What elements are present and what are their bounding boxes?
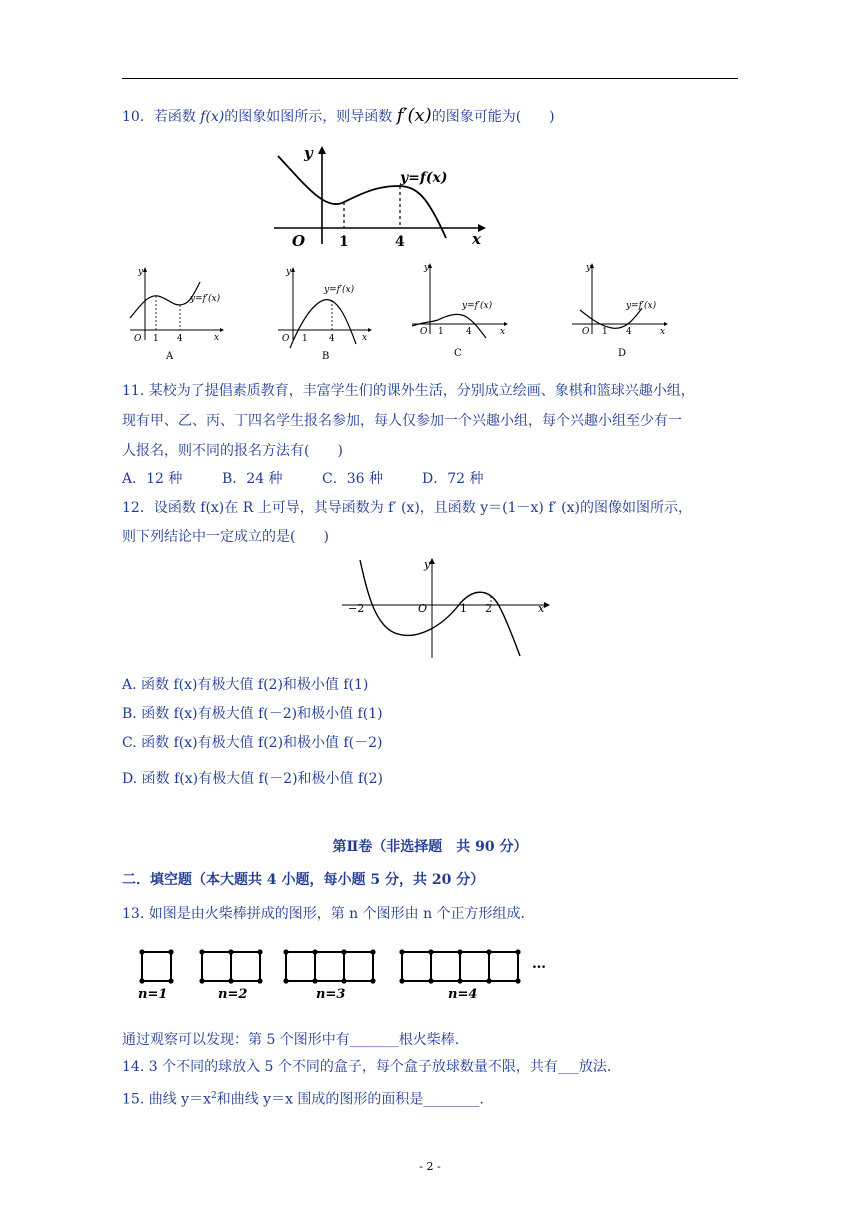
q11-option-b: B．24 种 [222, 471, 283, 487]
matchstick-n1 [139, 949, 173, 983]
svg-text:x: x [660, 327, 666, 337]
section-2-heading: 二．填空题（本大题共 4 小题，每小题 5 分，共 20 分） [122, 872, 485, 888]
q10-option-a-figure [128, 264, 228, 362]
svg-text:1: 1 [460, 602, 467, 615]
label-n2: n=2 [218, 987, 248, 1002]
question-10: 10．若函数 f(x)的图象如图所示，则导函数 f′(x)的图象可能为( ) [122, 105, 555, 126]
svg-text:x: x [500, 327, 506, 337]
question-11-line-1: 11. 某校为了提倡素质教育，丰富学生们的课外生活，分别成立绘画、象棋和篮球兴趣小组， [122, 383, 695, 399]
svg-text:O: O [282, 334, 290, 344]
svg-text:1: 1 [153, 334, 159, 344]
svg-text:1: 1 [302, 334, 308, 344]
section-2-title: 第Ⅱ卷（非选择题 共 90 分） [332, 839, 528, 855]
matchstick-n3 [283, 949, 375, 983]
svg-text:y: y [586, 263, 592, 273]
matchstick-n4 [399, 949, 520, 983]
question-11-options [122, 469, 484, 489]
svg-text:O: O [582, 327, 590, 337]
question-12-line-1: 12．设函数 f(x)在 R 上可导，其导函数为 f′ (x)，且函数 y＝(1－x) f′ (x)的图像如图所示， [122, 500, 692, 516]
svg-text:x: x [214, 333, 220, 343]
q11-option-a: A．12 种 [122, 471, 183, 487]
curve-label: y=f(x) [400, 170, 448, 186]
tick-1: 1 [339, 234, 349, 250]
label-n4: n=4 [448, 987, 478, 1002]
ellipsis: … [532, 956, 546, 972]
question-12-line-2: 则下列结论中一定成立的是( ) [122, 529, 329, 545]
svg-text:O: O [420, 327, 428, 337]
svg-text:y: y [424, 263, 430, 273]
fx-symbol: f(x) [200, 109, 225, 125]
matchstick-n2 [199, 949, 262, 983]
question-13-line-1: 13. 如图是由火柴棒拼成的图形，第 n 个图形由 n 个正方形组成. [122, 906, 525, 922]
svg-text:4: 4 [466, 327, 472, 337]
option-b-letter: B [322, 351, 330, 362]
q12-option-a: A. 函数 f(x)有极大值 f(2)和极小值 f(1) [122, 677, 369, 693]
option-d-letter: D [618, 348, 627, 359]
svg-text:x: x [538, 602, 545, 615]
option-c-letter: C [454, 348, 462, 359]
svg-text:y: y [286, 267, 292, 277]
svg-text:y=f′(x): y=f′(x) [324, 285, 355, 295]
svg-text:1: 1 [438, 327, 444, 337]
fprime-symbol: f′(x) [396, 105, 432, 126]
svg-text:−2: −2 [348, 602, 365, 615]
svg-text:y: y [138, 267, 144, 277]
svg-text:y=f′(x): y=f′(x) [462, 301, 493, 311]
q10-option-b-figure [276, 264, 376, 362]
q12-figure [338, 556, 552, 660]
svg-text:4: 4 [626, 327, 632, 337]
q12-option-b: B. 函数 f(x)有极大值 f(－2)和极小值 f(1) [122, 706, 383, 722]
q11-option-c: C．36 种 [322, 471, 383, 487]
y-axis-label: y [304, 144, 313, 162]
q10-option-d-figure [570, 260, 674, 360]
svg-text:y=f′(x): y=f′(x) [190, 294, 221, 304]
svg-text:y: y [424, 558, 431, 571]
svg-text:O: O [134, 334, 142, 344]
question-11-line-3: 人报名，则不同的报名方法有( ) [122, 443, 343, 459]
q12-option-d: D. 函数 f(x)有极大值 f(－2)和极小值 f(2) [122, 771, 384, 787]
option-a-letter: A [166, 351, 174, 362]
svg-text:y=f′(x): y=f′(x) [626, 301, 657, 311]
question-14: 14. 3 个不同的球放入 5 个不同的盒子，每个盒子放球数量不限，共有___放法. [122, 1059, 612, 1075]
matchstick-figure [130, 944, 560, 1004]
x-axis-label: x [472, 230, 481, 248]
q12-option-c: C. 函数 f(x)有极大值 f(2)和极小值 f(－2) [122, 735, 383, 751]
label-n1: n=1 [138, 987, 168, 1002]
svg-text:1: 1 [602, 327, 608, 337]
q10-option-c-figure [410, 260, 514, 360]
svg-text:4: 4 [177, 334, 183, 344]
svg-text:4: 4 [329, 334, 335, 344]
question-15: 15. 曲线 $y=x^2$和曲线 y＝x 围成的图形的面积是________. [122, 1091, 484, 1108]
question-13-line-2: 通过观察可以发现：第 5 个图形中有_______根火柴棒. [122, 1032, 460, 1048]
header-rule [122, 78, 738, 79]
origin-label: O [292, 232, 306, 250]
svg-text:x: x [362, 333, 368, 343]
svg-text:2: 2 [485, 602, 492, 615]
label-n3: n=3 [316, 987, 346, 1002]
q11-option-d: D．72 种 [422, 471, 484, 487]
question-11-line-2: 现有甲、乙、丙、丁四名学生报名参加，每人仅参加一个兴趣小组，每个兴趣小组至少有一 [122, 413, 682, 429]
page-number: - 2 - [419, 1160, 441, 1173]
q10-main-figure [266, 142, 488, 252]
svg-text:O: O [418, 602, 428, 615]
tick-4: 4 [395, 234, 405, 250]
